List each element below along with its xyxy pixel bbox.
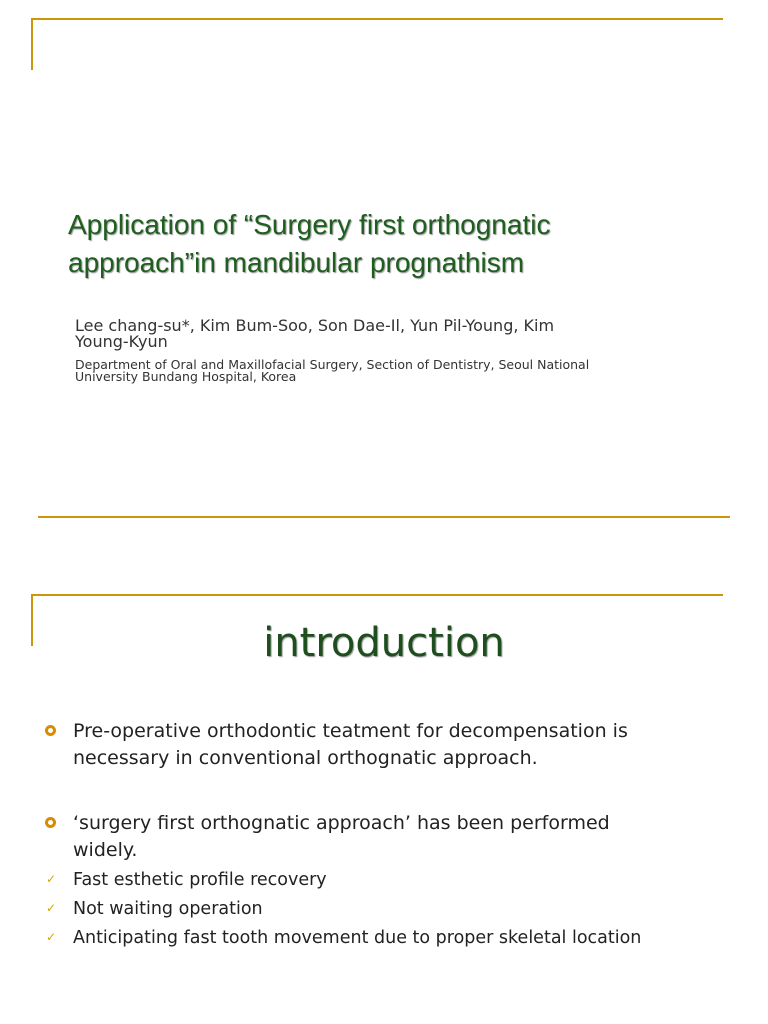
list-item (44, 927, 704, 950)
authors-line-2: Young-Kyun (75, 332, 168, 351)
presentation-title (68, 206, 708, 282)
bullet-text-line-2: widely. (73, 839, 138, 861)
frame-top-rule (31, 18, 723, 20)
bullet-text-line-1: Pre-operative orthodontic teatment for decompensation is (73, 720, 628, 742)
affiliation-line-2: University Bundang Hospital, Korea (75, 369, 297, 384)
slide-heading: introduction (263, 620, 505, 666)
introduction-slide (0, 560, 768, 1024)
bullet-text-line-1: ‘surgery first orthognatic approach’ has been performed (73, 812, 610, 834)
frame-left-rule (31, 18, 33, 70)
sub-bullet-text: Not waiting operation (73, 899, 263, 919)
frame-top-rule (31, 594, 723, 596)
checkmark-icon: ✓ (46, 872, 57, 886)
ring-bullet-icon (45, 725, 56, 736)
checkmark-icon: ✓ (46, 930, 57, 944)
affiliation-line-1: Department of Oral and Maxillofacial Surgery, Section of Dentistry, Seoul National (75, 357, 590, 372)
title-line-1: Application of “Surgery first orthognatic (68, 209, 551, 240)
title-line-2: approach”in mandibular prognathism (68, 247, 525, 278)
slide-divider (38, 516, 730, 518)
checkmark-icon: ✓ (46, 901, 57, 915)
list-item (44, 898, 704, 921)
ring-bullet-icon (45, 817, 56, 828)
list-item (44, 810, 704, 864)
list-item (44, 869, 704, 892)
bullet-text-line-2: necessary in conventional orthognatic approach. (73, 747, 538, 769)
list-item (44, 718, 704, 772)
sub-bullet-text: Anticipating fast tooth movement due to proper skeletal location (73, 928, 642, 948)
sub-bullet-text: Fast esthetic profile recovery (73, 870, 327, 890)
authors (75, 318, 695, 350)
affiliation (75, 359, 695, 383)
authors-line-1: Lee chang-su*, Kim Bum-Soo, Son Dae-Il, Yun Pil-Young, Kim (75, 316, 555, 335)
